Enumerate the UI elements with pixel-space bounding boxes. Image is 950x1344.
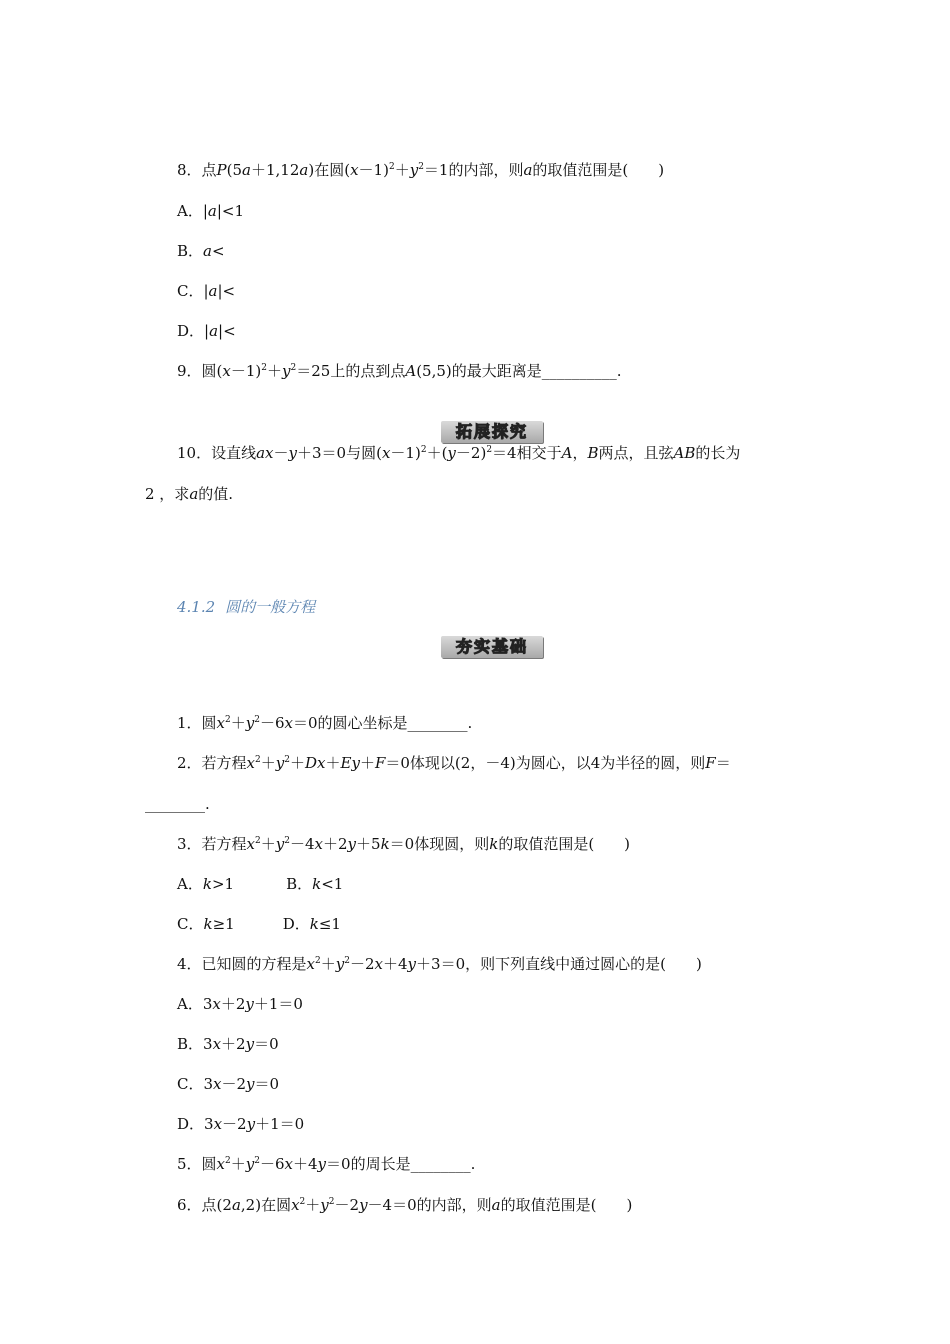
option-var: a — [208, 282, 218, 300]
option-var: x — [213, 1075, 222, 1093]
q10-text: 的长为 — [695, 444, 741, 462]
q10-text: － — [273, 444, 289, 462]
b1-var: x — [284, 714, 293, 732]
b5-text: ＝0的周长是________. — [326, 1155, 476, 1173]
q8-option-d — [177, 321, 236, 341]
b5-var: x — [216, 1155, 226, 1173]
option-var: y — [246, 1115, 256, 1133]
b2-var: F — [374, 754, 386, 772]
q10-text: －2) — [455, 444, 487, 462]
b5-text: ＋ — [230, 1155, 246, 1173]
option-var: a — [203, 242, 212, 260]
b6-text: ,2)在圆 — [240, 1196, 292, 1214]
option-text: －2 — [221, 1075, 247, 1093]
b3-sup: 2 — [284, 836, 290, 846]
q9-text: (5,5)的最大距离是__________. — [416, 362, 622, 380]
section-title-text: 圆的一般方程 — [225, 598, 316, 616]
q10-sup: 2 — [486, 445, 493, 455]
option-text: ＋2 — [220, 995, 246, 1013]
b2-sup: 2 — [284, 755, 290, 765]
b5-var: y — [245, 1155, 255, 1173]
b3-text: －4 — [289, 835, 315, 853]
option-label: A． — [177, 202, 203, 220]
q9-text: －1) — [230, 362, 262, 380]
option-label: D． — [282, 915, 310, 933]
b1-sup: 2 — [225, 715, 231, 725]
b4-sup: 2 — [344, 956, 350, 966]
q10-var: A — [561, 444, 573, 462]
b6-text: 6．点(2 — [177, 1196, 232, 1214]
b1-text: ＝0的圆心坐标是________. — [293, 714, 473, 732]
basics-question-3-options-cd — [177, 914, 341, 934]
option-var: y — [246, 1075, 255, 1093]
b2-blank: ________. — [145, 795, 210, 813]
basics-question-4 — [177, 954, 702, 974]
b4-var: x — [306, 955, 316, 973]
option-var: a — [209, 322, 219, 340]
option-var: k — [203, 915, 213, 933]
b2-sup: 2 — [255, 755, 261, 765]
b6-var: y — [320, 1196, 329, 1214]
b2-text: ＝0体现以(2，－4)为圆心，以4为半径的圆，则 — [385, 754, 706, 772]
b6-text: －2 — [334, 1196, 360, 1214]
b3-var: k — [489, 835, 499, 853]
b4-var: y — [335, 955, 345, 973]
q8-text: )在圆( — [308, 161, 351, 179]
q9-var: x — [222, 362, 231, 380]
option-text: 3 — [203, 1035, 213, 1053]
q8-var: P — [216, 161, 227, 179]
b4-var: x — [374, 955, 383, 973]
b6-var: y — [359, 1196, 368, 1214]
b2-var: F — [705, 754, 716, 772]
b2-var: Ey — [340, 754, 360, 772]
basics-question-3-options-ab — [177, 874, 343, 894]
b3-var: y — [347, 835, 357, 853]
b5-text: －6 — [259, 1155, 285, 1173]
b5-text: 5．圆 — [177, 1155, 217, 1173]
option-text: 3 — [202, 995, 213, 1013]
q10-var: x — [381, 444, 391, 462]
option-text: 3 — [204, 1115, 214, 1133]
b3-var: y — [275, 835, 285, 853]
option-text: －2 — [222, 1115, 247, 1133]
question-9 — [177, 361, 622, 381]
q8-text: 的取值范围是( ) — [532, 161, 665, 179]
b3-text: 3．若方程 — [177, 835, 247, 853]
b1-text: ＋ — [230, 714, 246, 732]
b2-text: ＋ — [359, 754, 375, 772]
b2-text: ＋ — [289, 754, 305, 772]
option-var: y — [245, 995, 254, 1013]
basics-question-1 — [177, 713, 472, 733]
basics-question-2-line-2 — [145, 794, 210, 814]
b4-option-a — [177, 994, 303, 1014]
section-banner-basics: 夯实基础 — [441, 636, 543, 658]
b2-text: ＝ — [715, 754, 731, 772]
q10-text: 两点，且弦 — [598, 444, 674, 462]
option-text: |<1 — [216, 202, 245, 220]
b3-var: x — [246, 835, 256, 853]
b4-text: ＋3＝0，则下列直线中通过圆心的是( ) — [416, 955, 702, 973]
option-text: 3 — [203, 1075, 214, 1093]
b1-text: 1．圆 — [177, 714, 217, 732]
b2-text: ＋ — [325, 754, 341, 772]
b4-sup: 2 — [315, 956, 321, 966]
option-label: B． — [177, 242, 204, 260]
option-var: x — [213, 1115, 223, 1133]
q9-var: A — [405, 362, 417, 380]
q8-sup: 2 — [418, 162, 424, 172]
option-text: ＝0 — [254, 1075, 280, 1093]
b5-var: x — [284, 1155, 293, 1173]
q8-text: －1) — [358, 161, 389, 179]
b4-text: －2 — [349, 955, 375, 973]
b4-option-b — [177, 1034, 279, 1054]
option-label: A． — [177, 995, 203, 1013]
q10-var: y — [447, 444, 456, 462]
option-text: ≥1 — [212, 915, 235, 933]
b4-var: y — [407, 955, 417, 973]
question-10 — [177, 443, 740, 463]
q8-var: y — [409, 161, 419, 179]
b3-text: ＋ — [260, 835, 276, 853]
b4-text: ＋4 — [383, 955, 408, 973]
q8-var: x — [350, 161, 359, 179]
q8-sup: 2 — [388, 162, 395, 172]
option-var: k — [312, 875, 322, 893]
b3-var: x — [314, 835, 323, 853]
question-10-line-2 — [145, 484, 233, 504]
option-text: | — [204, 322, 210, 340]
b3-text: ＋5 — [356, 835, 381, 853]
basics-question-2 — [177, 753, 731, 773]
q8-var: a — [523, 161, 533, 179]
option-text: < — [211, 242, 225, 260]
q9-sup: 2 — [290, 363, 297, 373]
q8-text: ＝1的内部，则 — [423, 161, 524, 179]
option-label: D． — [177, 1115, 205, 1133]
q9-text: 9．圆( — [177, 362, 223, 380]
b3-sup: 2 — [255, 836, 261, 846]
q10-var: B — [587, 444, 599, 462]
q8-var: a — [242, 161, 251, 179]
option-text: ＋2 — [221, 1035, 246, 1053]
b3-text: 的取值范围是( ) — [498, 835, 631, 853]
section-banner-extension: 拓展探究 — [441, 421, 543, 443]
b4-option-d — [177, 1114, 304, 1134]
q8-text: (5 — [226, 161, 243, 179]
q9-var: y — [282, 362, 291, 380]
option-text: ＝0 — [254, 1035, 279, 1053]
option-var: k — [309, 915, 319, 933]
option-var: y — [245, 1035, 255, 1053]
option-text: ＋1＝0 — [253, 995, 303, 1013]
b2-text: 2．若方程 — [177, 754, 247, 772]
option-var: x — [212, 1035, 222, 1053]
q10-text: ＝4相交于 — [492, 444, 562, 462]
option-label: B． — [177, 1035, 204, 1053]
q10-text: 的值. — [198, 485, 234, 503]
b2-text: ＋ — [260, 754, 276, 772]
b2-var: Dx — [305, 754, 326, 772]
option-var: k — [202, 875, 212, 893]
b3-var: k — [380, 835, 390, 853]
b5-text: ＋4 — [293, 1155, 318, 1173]
option-label: B． — [286, 875, 313, 893]
b5-var: y — [317, 1155, 327, 1173]
q8-option-b — [177, 241, 225, 261]
b4-text: 4．已知圆的方程是 — [177, 955, 307, 973]
b6-text: 的取值范围是( ) — [500, 1196, 633, 1214]
b1-var: y — [245, 714, 255, 732]
q10-text: ＋( — [426, 444, 448, 462]
q10-sup: 2 — [420, 445, 427, 455]
option-text: ≤1 — [318, 915, 341, 933]
option-label: C． — [177, 915, 204, 933]
option-label: A． — [177, 875, 203, 893]
b6-var: x — [291, 1196, 300, 1214]
q10-text: 10．设直线 — [177, 444, 257, 462]
q8-text: ＋ — [394, 161, 410, 179]
section-number: 4.1.2 — [177, 598, 216, 616]
q10-var: y — [288, 444, 297, 462]
basics-question-3 — [177, 834, 630, 854]
option-text: | — [202, 202, 208, 220]
b4-text: ＋ — [320, 955, 336, 973]
option-text: <1 — [321, 875, 344, 893]
b6-var: a — [491, 1196, 501, 1214]
q10-text: －1) — [390, 444, 421, 462]
q9-text: ＋ — [267, 362, 283, 380]
basics-question-6 — [177, 1195, 632, 1215]
b1-sup: 2 — [254, 715, 260, 725]
q10-text: ， — [572, 444, 588, 462]
option-label: C． — [177, 282, 204, 300]
q9-sup: 2 — [261, 363, 268, 373]
option-text: | — [203, 282, 209, 300]
b4-option-c — [177, 1074, 279, 1094]
question-8 — [177, 160, 664, 180]
q8-text: 8．点 — [177, 161, 217, 179]
b1-var: x — [216, 714, 226, 732]
option-label: C． — [177, 1075, 204, 1093]
b3-text: ＋2 — [323, 835, 348, 853]
q10-text: 2 ，求 — [145, 485, 190, 503]
q8-option-a — [177, 201, 244, 221]
q10-var: ax — [256, 444, 274, 462]
q8-text: ＋1,12 — [251, 161, 300, 179]
option-text: >1 — [211, 875, 235, 893]
basics-question-5 — [177, 1154, 475, 1174]
b6-sup: 2 — [328, 1197, 335, 1207]
q10-var: a — [189, 485, 199, 503]
b5-sup: 2 — [254, 1156, 260, 1166]
b6-text: ＋ — [305, 1196, 321, 1214]
b6-var: a — [231, 1196, 241, 1214]
option-text: |< — [218, 322, 236, 340]
option-label: D． — [177, 322, 205, 340]
q8-option-c — [177, 281, 235, 301]
b6-sup: 2 — [299, 1197, 306, 1207]
q8-var: a — [299, 161, 309, 179]
option-text: |< — [217, 282, 236, 300]
b3-text: ＝0体现圆，则 — [389, 835, 490, 853]
b6-text: －4＝0的内部，则 — [367, 1196, 492, 1214]
b1-text: －6 — [259, 714, 285, 732]
b5-sup: 2 — [225, 1156, 231, 1166]
b2-var: y — [275, 754, 285, 772]
b2-var: x — [246, 754, 256, 772]
q10-text: ＋3＝0与圆( — [297, 444, 382, 462]
q10-var: AB — [673, 444, 696, 462]
q9-text: ＝25上的点到点 — [296, 362, 406, 380]
option-text: ＋1＝0 — [255, 1115, 305, 1133]
section-heading — [177, 597, 325, 617]
option-var: a — [207, 202, 217, 220]
option-var: x — [212, 995, 221, 1013]
